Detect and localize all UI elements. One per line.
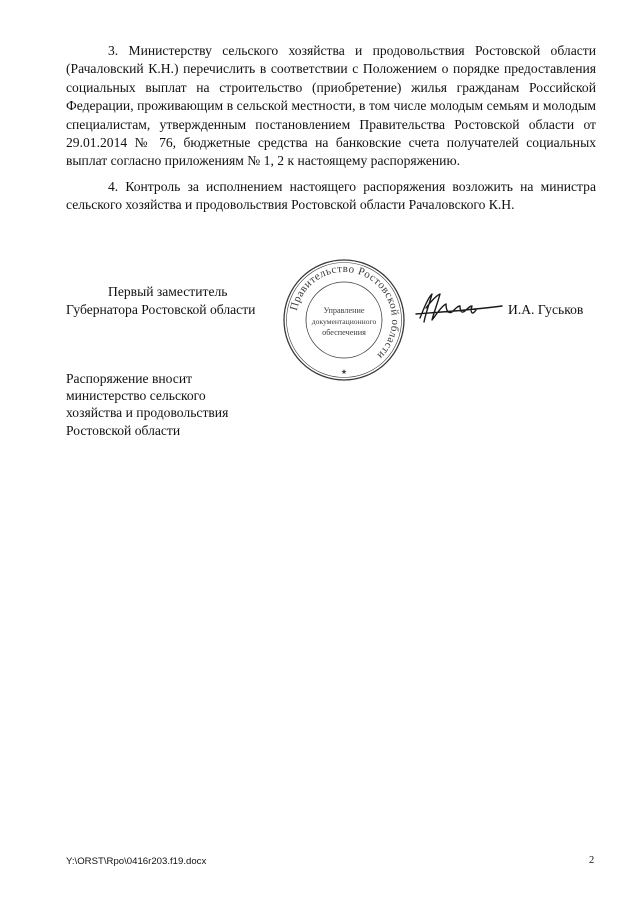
submission-note-line-3: хозяйства и продовольствия bbox=[66, 405, 229, 421]
paragraph-4: 4. Контроль за исполнением настоящего распоряжения возложить на министра сельского хозяйства и продовольствия Ростовской области Рачаловского К.Н. bbox=[66, 179, 596, 213]
signatory-title-line-1: Первый заместитель bbox=[108, 284, 228, 299]
official-seal-stamp bbox=[282, 258, 406, 382]
signatory-title bbox=[66, 283, 255, 320]
seal-center-line-3: обеспечения bbox=[322, 328, 366, 337]
submission-note-line-2: министерство сельского bbox=[66, 388, 206, 404]
seal-center-line-1: Управление bbox=[323, 306, 365, 315]
footer-file-path: Y:\ORST\Rpo\0416r203.f19.docx bbox=[66, 856, 207, 867]
paragraph-3: 3. Министерству сельского хозяйства и продовольствия Ростовской области (Рачаловский К.Н.) перечислить в соответствии с Положением о порядке предоставления социальных выплат на строительство (приобретение) жилья гражданам Российской Федерации, проживающим в сельской местности, в том числе молодым семьям и молодым специалистам, утвержденным постановлением Правительства Ростовской области от 29.01.2014 № 76, бюджетные средства на банковские счета получателей социальных выплат согласно приложениям № 1, 2 к настоящему распоряжению. bbox=[66, 43, 596, 169]
submission-note bbox=[66, 370, 228, 439]
seal-ring-text: Правительство Ростовской области bbox=[287, 262, 402, 362]
seal-star-icon: ★ bbox=[340, 368, 348, 376]
handwritten-signature bbox=[412, 288, 504, 328]
seal-center-line-2: документационного bbox=[311, 317, 377, 326]
signatory-name: И.А. Гуськов bbox=[508, 302, 584, 317]
footer-page-number: 2 bbox=[589, 855, 595, 866]
submission-note-line-1: Распоряжение вносит bbox=[66, 371, 193, 386]
signatory-title-line-2: Губернатора Ростовской области bbox=[66, 302, 256, 318]
submission-note-line-4: Ростовской области bbox=[66, 422, 181, 438]
